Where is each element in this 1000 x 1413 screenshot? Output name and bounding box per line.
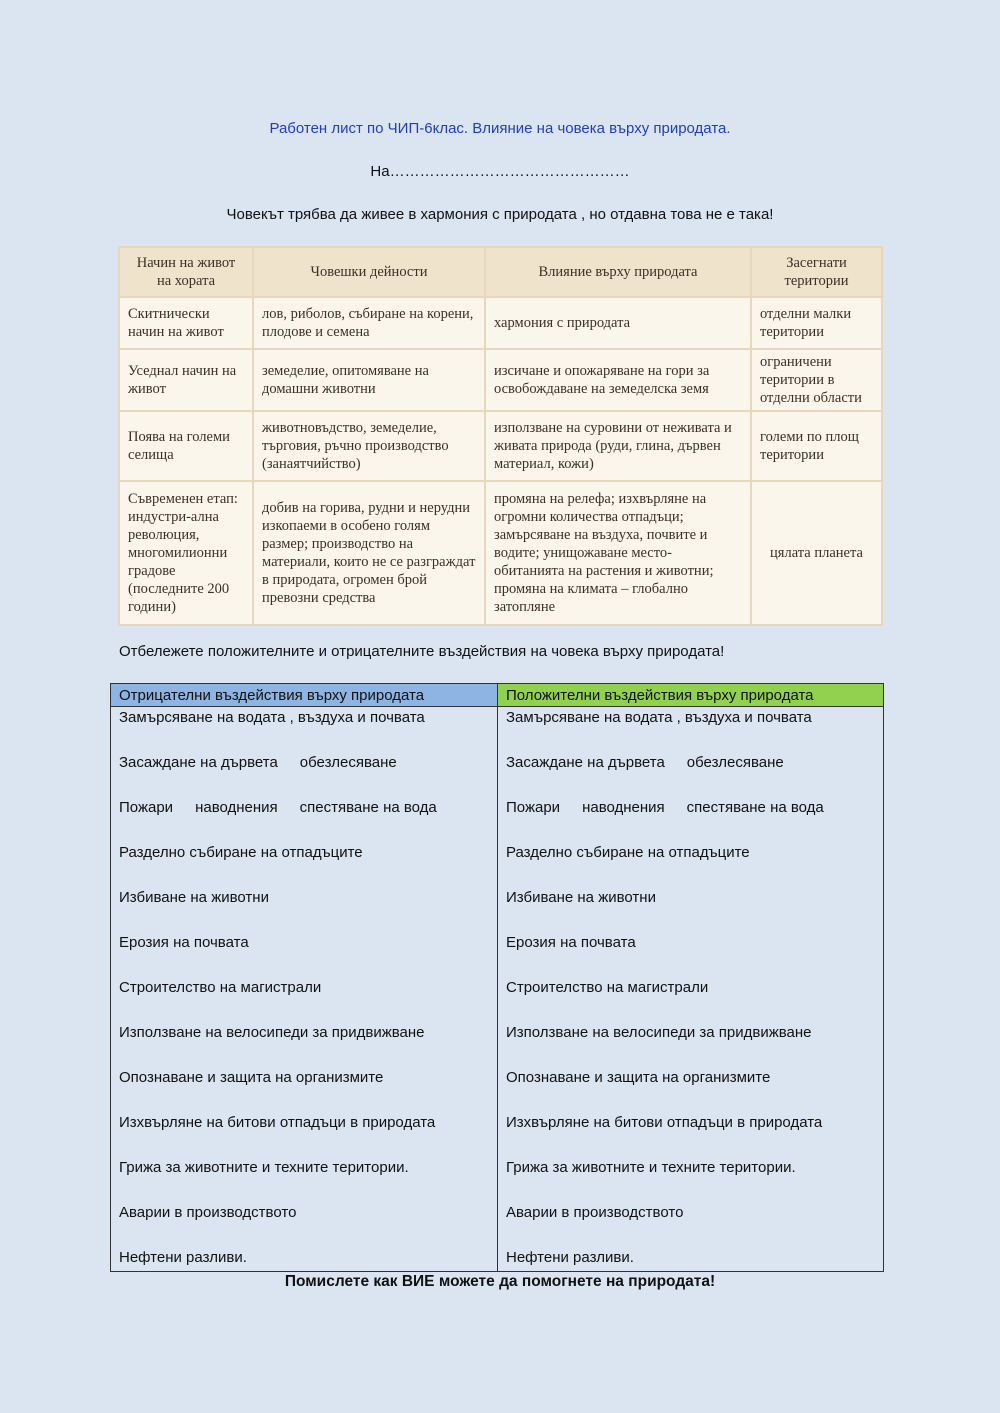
worksheet-item-label[interactable]: Пожари [506, 799, 561, 816]
reference-table-row [119, 349, 882, 411]
worksheet-title: Работен лист по ЧИП-6клас. Влияние на човека върху природата. [269, 120, 731, 137]
worksheet-item[interactable] [506, 1157, 875, 1202]
worksheet-item[interactable] [506, 842, 875, 887]
worksheet-item[interactable] [119, 1157, 489, 1202]
ref-cell: ограничени територии в отделни области [751, 349, 882, 411]
worksheet-item-label[interactable]: наводнения [195, 799, 278, 816]
worksheet-item[interactable] [119, 797, 489, 842]
worksheet-item[interactable] [506, 932, 875, 977]
worksheet-item[interactable] [119, 1112, 489, 1157]
worksheet-item[interactable] [119, 1247, 489, 1271]
worksheet-item[interactable] [119, 977, 489, 1022]
worksheet-item[interactable] [506, 1247, 875, 1271]
worksheet-item[interactable] [506, 1112, 875, 1157]
ref-cell: хармония с природата [485, 297, 751, 349]
ref-cell: Уседнал начин на живот [119, 349, 253, 411]
reference-table-row [119, 297, 882, 349]
worksheet-item-label[interactable]: Аварии в производството [506, 1204, 684, 1221]
ref-cell: отделни малки територии [751, 297, 882, 349]
negative-impacts-column[interactable] [111, 707, 498, 1272]
worksheet-item[interactable] [119, 932, 489, 977]
worksheet-item[interactable] [119, 887, 489, 932]
ref-cell: Съвременен етап: индустри-ална революция, многомилионни градове (последните 200 години) [119, 481, 253, 625]
worksheet-item[interactable] [506, 1067, 875, 1112]
worksheet-item-label[interactable]: обезлесяване [686, 754, 784, 771]
worksheet-item-label[interactable]: Нефтени разливи. [119, 1249, 247, 1266]
ref-cell: цялата планета [751, 481, 882, 625]
worksheet-item[interactable] [506, 752, 875, 797]
ref-cell: изсичане и опожаряване на гори за освобождаване на земеделска земя [485, 349, 751, 411]
worksheet-item[interactable] [506, 1022, 875, 1067]
ref-cell: Скитнически начин на живот [119, 297, 253, 349]
ref-cell: добив на горива, рудни и нерудни изкопаеми в особено голям размер; производство на материали, които не се разграждат в природата, огромен брой превозни средства [253, 481, 485, 625]
worksheet-item-label[interactable]: Замърсяване на водата , въздуха и почвата [119, 709, 425, 726]
worksheet-item-label[interactable]: Строителство на магистрали [119, 979, 322, 996]
worksheet-item-label[interactable]: Грижа за животните и техните територии. [119, 1159, 409, 1176]
worksheet-item-label[interactable]: Засаждане на дървета [119, 754, 278, 771]
worksheet-item-label[interactable]: Разделно събиране на отпадъците [119, 844, 363, 861]
worksheet-item[interactable] [506, 797, 875, 842]
worksheet-item[interactable] [506, 707, 875, 752]
reference-table [118, 246, 883, 626]
worksheet-item-label[interactable]: Избиване на животни [506, 889, 656, 906]
worksheet-item-label[interactable]: Опознаване и защита на организмите [506, 1069, 771, 1086]
worksheet-item-label[interactable]: Използване на велосипеди за придвижване [119, 1024, 425, 1041]
worksheet-item-label[interactable]: наводнения [582, 799, 665, 816]
worksheet-item-label[interactable]: Пожари [119, 799, 174, 816]
ref-header-cell: Влияние върху природата [485, 247, 751, 297]
reference-table-row [119, 411, 882, 481]
name-line: На………………………………………… [370, 163, 630, 180]
worksheet-item-label[interactable]: Ерозия на почвата [119, 934, 249, 951]
worksheet-item-label[interactable]: обезлесяване [299, 754, 397, 771]
ref-cell: Поява на големи селища [119, 411, 253, 481]
positive-impacts-header: Положителни въздействия върху природата [498, 684, 884, 707]
worksheet-item-label[interactable]: Разделно събиране на отпадъците [506, 844, 750, 861]
ref-cell: животновъдство, земеделие, търговия, ръчно производство (занаятчийство) [253, 411, 485, 481]
subtitle: Човекът трябва да живее в хармония с природата , но отдавна това не е така! [226, 206, 774, 223]
worksheet-item-label[interactable]: Грижа за животните и техните територии. [506, 1159, 796, 1176]
worksheet-item-label[interactable]: Строителство на магистрали [506, 979, 709, 996]
worksheet-item-label[interactable]: спестяване на вода [686, 799, 824, 816]
worksheet-item-label[interactable]: Изхвърляне на битови отпадъци в природата [119, 1114, 436, 1131]
worksheet-table [110, 683, 884, 1272]
worksheet-item-label[interactable]: Опознаване и защита на организмите [119, 1069, 384, 1086]
ref-cell: използване на суровини от неживата и живата природа (руди, глина, дървен материал, кожи) [485, 411, 751, 481]
worksheet-item[interactable] [119, 1067, 489, 1112]
ref-cell: големи по площ територии [751, 411, 882, 481]
worksheet-item[interactable] [506, 977, 875, 1022]
worksheet-item-label[interactable]: Аварии в производството [119, 1204, 297, 1221]
worksheet-item[interactable] [506, 1202, 875, 1247]
worksheet-item[interactable] [119, 707, 489, 752]
worksheet-item[interactable] [119, 1202, 489, 1247]
reference-table-header-row [119, 247, 882, 297]
worksheet-item[interactable] [119, 1022, 489, 1067]
negative-impacts-header: Отрицателни въздействия върху природата [111, 684, 498, 707]
worksheet-item-label[interactable]: Изхвърляне на битови отпадъци в природата [506, 1114, 823, 1131]
worksheet-item[interactable] [506, 887, 875, 932]
worksheet-item-label[interactable]: Използване на велосипеди за придвижване [506, 1024, 812, 1041]
instruction-text: Отбележете положителните и отрицателните въздействия на човека върху природата! [119, 643, 725, 660]
worksheet-item-label[interactable]: Нефтени разливи. [506, 1249, 634, 1266]
worksheet-item[interactable] [119, 842, 489, 887]
worksheet-item-label[interactable]: Избиване на животни [119, 889, 269, 906]
ref-header-cell: Начин на живот на хората [119, 247, 253, 297]
ref-cell: лов, риболов, събиране на корени, плодове и семена [253, 297, 485, 349]
worksheet-item-label[interactable]: Засаждане на дървета [506, 754, 665, 771]
ref-cell: промяна на релефа; изхвърляне на огромни количества отпадъци; замърсяване на въздуха, почвите и водите; унищожаване место-обитанията на растения и животни; промяна на климата – глобално затопляне [485, 481, 751, 625]
positive-impacts-column[interactable] [498, 707, 884, 1272]
worksheet-item-label[interactable]: Ерозия на почвата [506, 934, 636, 951]
footer-prompt: Помислете как ВИЕ можете да помогнете на природата! [284, 1273, 716, 1290]
worksheet-item-label[interactable]: Замърсяване на водата , въздуха и почвата [506, 709, 812, 726]
reference-table-row [119, 481, 882, 625]
ref-cell: земеделие, опитомяване на домашни животни [253, 349, 485, 411]
worksheet-item[interactable] [119, 752, 489, 797]
worksheet-item-label[interactable]: спестяване на вода [299, 799, 437, 816]
ref-header-cell: Човешки дейности [253, 247, 485, 297]
ref-header-cell: Засегнати територии [751, 247, 882, 297]
